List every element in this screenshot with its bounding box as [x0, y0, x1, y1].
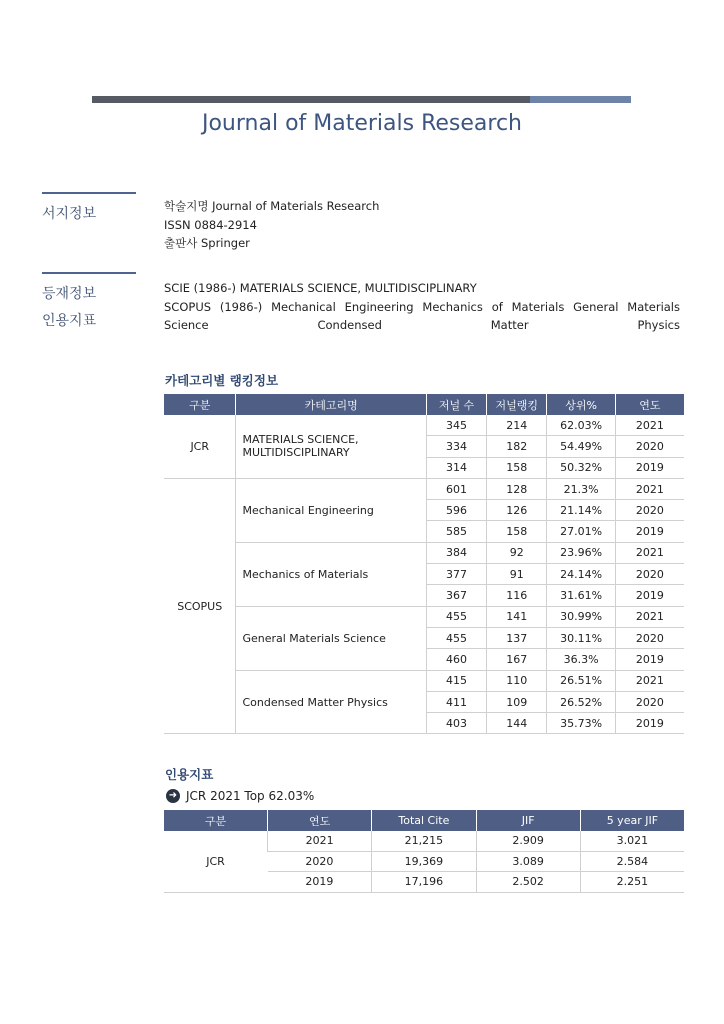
- table-row: [164, 542, 684, 563]
- biblio-section-label: 서지정보: [42, 206, 97, 222]
- ranking-section-title: 카테고리별 랭킹정보: [165, 373, 279, 388]
- arrow-right-circle-icon: ➜: [166, 789, 180, 803]
- year-cell: 2021: [615, 415, 684, 436]
- section-divider: [42, 272, 136, 274]
- year-cell: 2020: [615, 564, 684, 585]
- ranking-header-row: [164, 394, 684, 415]
- year-cell: 2020: [615, 691, 684, 712]
- journal-rank-cell: 92: [487, 542, 547, 563]
- top-percent-cell: 35.73%: [547, 713, 615, 734]
- listing-info: [164, 279, 680, 335]
- category-cell: Mechanics of Materials: [236, 542, 426, 606]
- category-cell: Mechanical Engineering: [236, 478, 426, 542]
- journal-count-cell: 596: [426, 500, 486, 521]
- publisher-line: 출판사 Springer: [164, 236, 250, 250]
- header-cell: 구분: [164, 394, 236, 415]
- jif-cell: 3.089: [476, 851, 580, 872]
- citation-table: [164, 810, 684, 893]
- group-cell: JCR: [164, 831, 268, 892]
- top-percent-cell: 23.96%: [547, 542, 615, 563]
- journal-rank-cell: 109: [487, 691, 547, 712]
- section-divider: [42, 192, 136, 194]
- citation-highlight: [166, 789, 314, 803]
- listing-label: 등재정보: [42, 286, 97, 302]
- total-cite-cell: 21,215: [372, 831, 476, 851]
- ranking-table: [164, 394, 684, 734]
- journal-rank-cell: 214: [487, 415, 547, 436]
- five-year-jif-cell: 2.584: [580, 851, 684, 872]
- top-percent-cell: 21.3%: [547, 478, 615, 499]
- year-cell: 2019: [615, 649, 684, 670]
- header-cell: 상위%: [547, 394, 615, 415]
- top-percent-cell: 21.14%: [547, 500, 615, 521]
- journal-name-line: 학술지명 Journal of Materials Research: [164, 199, 380, 213]
- top-percent-cell: 31.61%: [547, 585, 615, 606]
- year-cell: 2019: [615, 521, 684, 542]
- year-cell: 2020: [615, 500, 684, 521]
- citation-highlight-text: JCR 2021 Top 62.03%: [186, 789, 315, 803]
- top-percent-cell: 26.52%: [547, 691, 615, 712]
- top-percent-cell: 36.3%: [547, 649, 615, 670]
- journal-count-cell: 415: [426, 670, 486, 691]
- table-row: [164, 478, 684, 499]
- journal-count-cell: 460: [426, 649, 486, 670]
- year-cell: 2019: [615, 585, 684, 606]
- journal-rank-cell: 158: [487, 521, 547, 542]
- citation-section-title: 인용지표: [165, 767, 214, 782]
- listing-section-label: [42, 282, 96, 333]
- journal-count-cell: 314: [426, 457, 486, 478]
- header-cell: Total Cite: [372, 810, 476, 831]
- journal-count-cell: 384: [426, 542, 486, 563]
- journal-count-cell: 345: [426, 415, 486, 436]
- scopus-listing: SCOPUS (1986-) Mechanical Engineering Mechanics of Materials General Materials Science Condensed Matter Physics: [164, 299, 680, 332]
- table-row: [164, 831, 684, 851]
- header-cell: JIF: [476, 810, 580, 831]
- journal-rank-cell: 137: [487, 627, 547, 648]
- journal-rank-cell: 158: [487, 457, 547, 478]
- category-cell: General Materials Science: [236, 606, 426, 670]
- year-cell: 2020: [615, 436, 684, 457]
- table-row: [164, 415, 684, 436]
- journal-rank-cell: 91: [487, 564, 547, 585]
- category-cell: MATERIALS SCIENCE, MULTIDISCIPLINARY: [236, 415, 426, 478]
- header-bar: [92, 96, 631, 103]
- header-bar-accent: [530, 96, 631, 103]
- top-percent-cell: 24.14%: [547, 564, 615, 585]
- table-row: [164, 606, 684, 627]
- header-cell: 저널랭킹: [487, 394, 547, 415]
- journal-count-cell: 334: [426, 436, 486, 457]
- five-year-jif-cell: 3.021: [580, 831, 684, 851]
- citation-header-row: [164, 810, 684, 831]
- journal-rank-cell: 116: [487, 585, 547, 606]
- top-percent-cell: 30.11%: [547, 627, 615, 648]
- journal-count-cell: 585: [426, 521, 486, 542]
- journal-count-cell: 367: [426, 585, 486, 606]
- journal-title: Journal of Materials Research: [201, 111, 523, 136]
- citation-label: 인용지표: [42, 313, 97, 329]
- top-percent-cell: 27.01%: [547, 521, 615, 542]
- jif-cell: 2.909: [476, 831, 580, 851]
- jif-cell: 2.502: [476, 872, 580, 893]
- journal-rank-cell: 182: [487, 436, 547, 457]
- category-cell: Condensed Matter Physics: [236, 670, 426, 734]
- year-cell: 2020: [615, 627, 684, 648]
- five-year-jif-cell: 2.251: [580, 872, 684, 893]
- scie-listing: SCIE (1986-) MATERIALS SCIENCE, MULTIDISCIPLINARY: [164, 281, 477, 295]
- header-cell: 연도: [268, 810, 372, 831]
- journal-count-cell: 377: [426, 564, 486, 585]
- header-cell: 카테고리명: [236, 394, 426, 415]
- journal-rank-cell: 144: [487, 713, 547, 734]
- year-cell: 2021: [615, 670, 684, 691]
- journal-rank-cell: 110: [487, 670, 547, 691]
- year-cell: 2021: [615, 478, 684, 499]
- top-percent-cell: 30.99%: [547, 606, 615, 627]
- header-cell: 구분: [164, 810, 268, 831]
- journal-count-cell: 403: [426, 713, 486, 734]
- journal-rank-cell: 126: [487, 500, 547, 521]
- table-row: [164, 670, 684, 691]
- year-cell: 2019: [615, 713, 684, 734]
- issn-line: ISSN 0884-2914: [164, 217, 257, 232]
- top-percent-cell: 50.32%: [547, 457, 615, 478]
- group-cell: JCR: [164, 415, 236, 478]
- journal-count-cell: 601: [426, 478, 486, 499]
- year-cell: 2021: [615, 542, 684, 563]
- year-cell: 2019: [615, 457, 684, 478]
- header-bar-dark: [92, 96, 530, 103]
- group-cell: SCOPUS: [164, 478, 236, 734]
- top-percent-cell: 54.49%: [547, 436, 615, 457]
- header-cell: 연도: [615, 394, 684, 415]
- header-cell: 5 year JIF: [580, 810, 684, 831]
- journal-count-cell: 455: [426, 627, 486, 648]
- journal-rank-cell: 128: [487, 478, 547, 499]
- total-cite-cell: 19,369: [372, 851, 476, 872]
- journal-count-cell: 455: [426, 606, 486, 627]
- year-cell: 2020: [268, 851, 372, 872]
- top-percent-cell: 62.03%: [547, 415, 615, 436]
- year-cell: 2021: [615, 606, 684, 627]
- journal-rank-cell: 167: [487, 649, 547, 670]
- header-cell: 저널 수: [426, 394, 486, 415]
- top-percent-cell: 26.51%: [547, 670, 615, 691]
- year-cell: 2021: [268, 831, 372, 851]
- total-cite-cell: 17,196: [372, 872, 476, 893]
- biblio-info: [164, 197, 379, 253]
- year-cell: 2019: [268, 872, 372, 893]
- journal-rank-cell: 141: [487, 606, 547, 627]
- journal-count-cell: 411: [426, 691, 486, 712]
